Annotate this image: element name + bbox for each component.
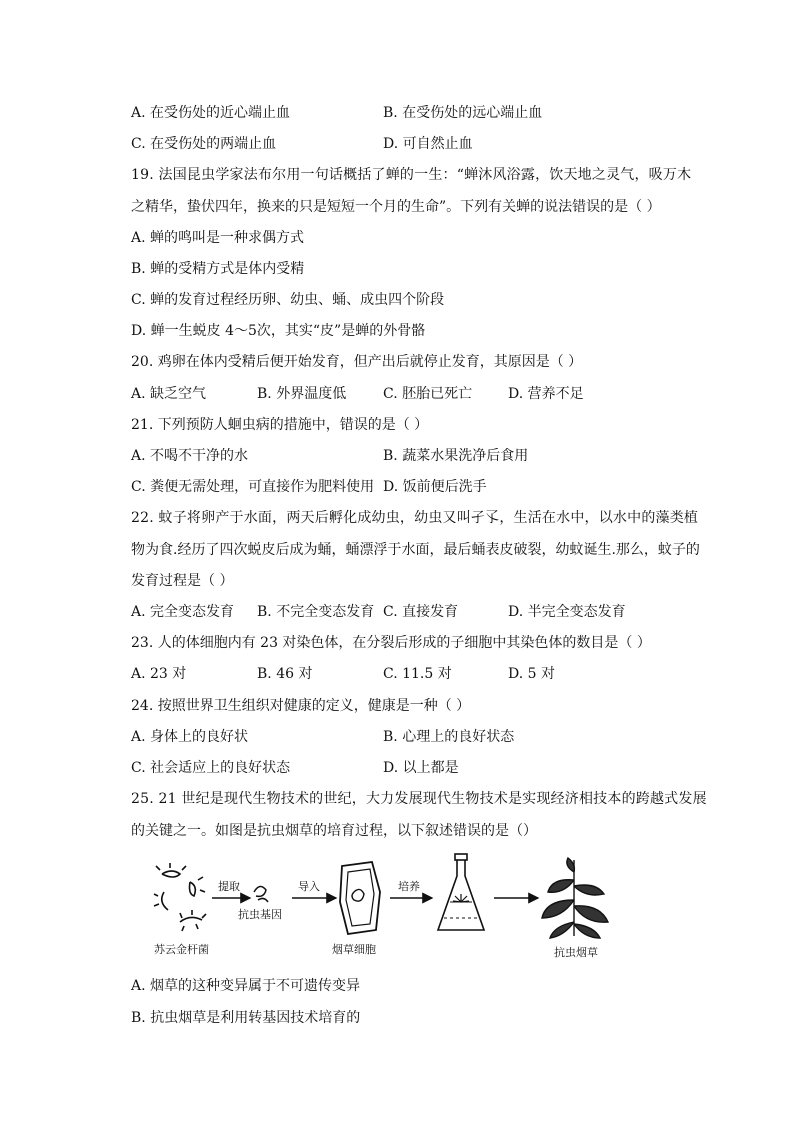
q22-option-b: B. 不完全变态发育 [257, 604, 375, 620]
q24-option-c: C. 社会适应上的良好状态 [131, 760, 291, 776]
q25-stem-line2: 的关键之一。如图是抗虫烟草的培育过程，以下叙述错误的是（） [131, 823, 537, 839]
q20-option-a: A. 缺乏空气 [131, 386, 207, 402]
q18-option-c: C. 在受伤处的两端止血 [131, 136, 277, 152]
q24-stem: 24. 按照世界卫生组织对健康的定义，健康是一种（ ） [131, 698, 471, 714]
import-label: 导入 [298, 880, 320, 893]
gene-fragment-illustration [254, 886, 268, 902]
plant-label: 抗虫烟草 [554, 946, 598, 959]
q23-option-a: A. 23 对 [131, 666, 187, 682]
tobacco-cell-illustration [340, 862, 380, 934]
gene-label: 抗虫基因 [238, 908, 282, 921]
q23-option-c: C. 11.5 对 [383, 666, 452, 682]
q21-option-a: A. 不喝不干净的水 [131, 448, 249, 464]
q20-stem: 20. 鸡卵在体内受精后便开始发育，但产出后就停止发育，其原因是（ ） [131, 354, 583, 370]
q24-option-d: D. 以上都是 [383, 760, 459, 776]
q20-option-b: B. 外界温度低 [257, 386, 347, 402]
q19-option-b: B. 蝉的受精方式是体内受精 [131, 261, 305, 277]
q22-option-d: D. 半完全变态发育 [508, 604, 626, 620]
q21-option-c: C. 粪便无需处理，可直接作为肥料使用 [131, 479, 375, 495]
q25-option-a: A. 烟草的这种变异属于不可遗传变异 [131, 978, 361, 994]
q25-stem-line1: 25. 21 世纪是现代生物技术的世纪，大力发展现代生物技术是实现经济相技本的跨越式发展 [131, 791, 707, 807]
q20-option-c: C. 胚胎已死亡 [383, 386, 473, 402]
bacteria-label: 苏云金杆菌 [154, 943, 209, 956]
q21-option-d: D. 饭前便后洗手 [383, 479, 487, 495]
q20-option-d: D. 营养不足 [508, 386, 584, 402]
bacteria-illustration [154, 863, 206, 931]
q19-option-a: A. 蝉的鸣叫是一种求偶方式 [131, 230, 305, 246]
q19-option-d: D. 蝉一生蜕皮 4～5次，其实“皮”是蝉的外骨骼 [131, 323, 426, 339]
q18-option-a: A. 在受伤处的近心端止血 [131, 105, 291, 121]
q22-stem-line3: 发育过程是（ ） [131, 573, 234, 589]
q19-stem-line1: 19. 法国昆虫学家法布尔用一句话概括了蝉的一生：“蝉沐风浴露，饮天地之灵气，吸万木 [131, 167, 692, 183]
culture-flask-illustration [438, 854, 484, 930]
q21-option-b: B. 蔬菜水果洗净后食用 [383, 448, 529, 464]
tobacco-plant-illustration [542, 858, 608, 938]
q21-stem: 21. 下列预防人蛔虫病的措施中，错误的是（ ） [131, 417, 429, 433]
q23-stem: 23. 人的体细胞内有 23 对染色体，在分裂后形成的子细胞中其染色体的数目是（ ） [131, 635, 651, 651]
q25-option-b: B. 抗虫烟草是利用转基因技术培育的 [131, 1010, 361, 1026]
q22-option-c: C. 直接发育 [383, 604, 459, 620]
q22-stem-line1: 22. 蚊子将卵产于水面，两天后孵化成幼虫，幼虫又叫孑孓，生活在水中，以水中的藻类植 [131, 510, 699, 526]
q19-option-c: C. 蝉的发育过程经历卵、幼虫、蛹、成虫四个阶段 [131, 292, 445, 308]
q18-option-b: B. 在受伤处的远心端止血 [383, 105, 543, 121]
q23-option-d: D. 5 对 [508, 666, 555, 682]
q18-option-d: D. 可自然止血 [383, 136, 473, 152]
tobacco-breeding-diagram [150, 852, 620, 967]
q23-option-b: B. 46 对 [257, 666, 313, 682]
q22-option-a: A. 完全变态发育 [131, 604, 235, 620]
q24-option-b: B. 心理上的良好状态 [383, 729, 515, 745]
q24-option-a: A. 身体上的良好状 [131, 729, 249, 745]
q19-stem-line2: 之精华，蛰伏四年，换来的只是短短一个月的生命”。下列有关蝉的说法错误的是（ ） [131, 199, 661, 215]
culture-label: 培养 [398, 880, 420, 893]
extract-label: 提取 [218, 880, 240, 893]
q22-stem-line2: 物为食.经历了四次蜕皮后成为蛹，蛹漂浮于水面，最后蛹表皮破裂，幼蚊诞生.那么，蚊子的 [131, 542, 700, 558]
cell-label: 烟草细胞 [332, 943, 376, 956]
